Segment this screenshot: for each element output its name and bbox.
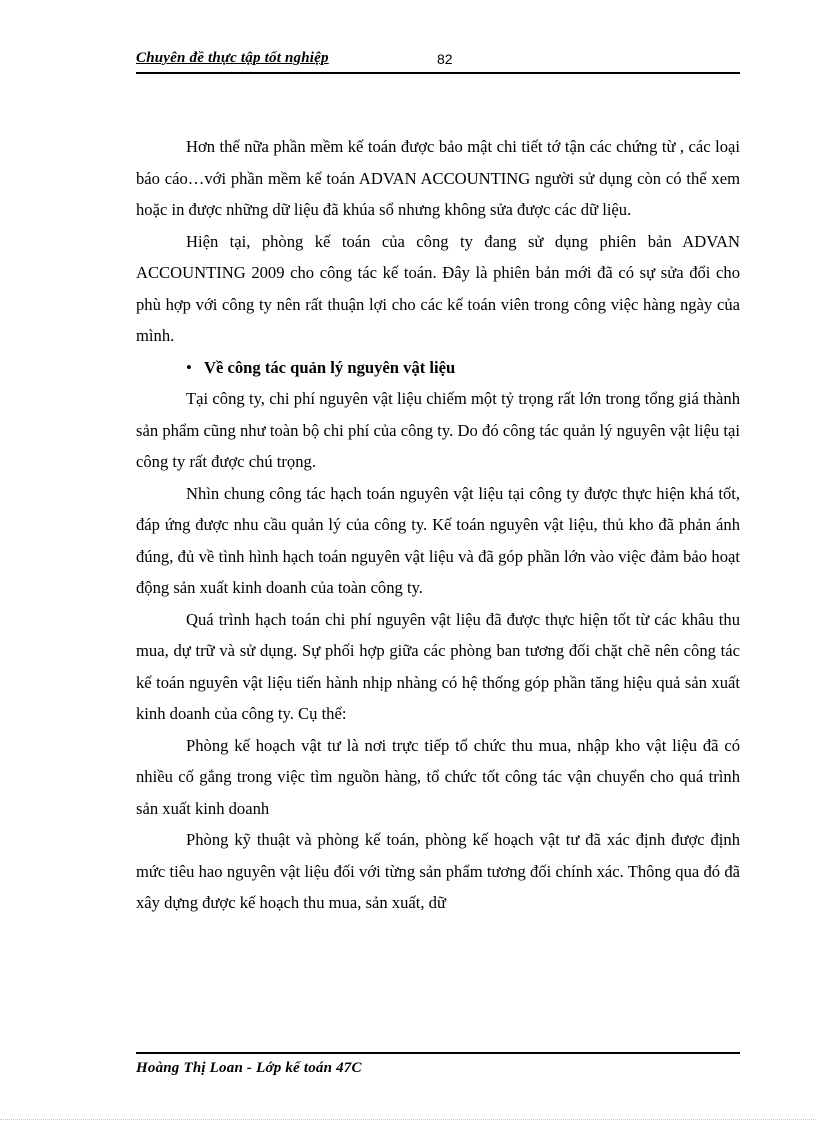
paragraph-5: Quá trình hạch toán chi phí nguyên vật liệu đã được thực hiện tốt từ các khâu thu mua, dự trữ và sử dụng. Sự phối hợp giữa các phòng ban tương đối chặt chẽ nên công tác kế toán nguyên vật liệu tiến hành nhịp nhàng có hệ thống góp phần tăng hiệu quả sản xuất kinh doanh của công ty. Cụ thể: [136, 609, 740, 723]
paragraph-4: Nhìn chung công tác hạch toán nguyên vật liệu tại công ty được thực hiện khá tốt, đáp ứng được nhu cầu quản lý của công ty. Kế toán nguyên vật liệu, thủ kho đã phản ánh đúng, đủ về tình hình hạch toán nguyên vật liệu và đã góp phần lớn vào việc đảm bảo hoạt động sản xuất kinh doanh của toàn công ty. [136, 483, 740, 597]
page-number: 82 [437, 51, 453, 67]
section-heading-text: Về công tác quản lý nguyên vật liệu [204, 357, 456, 377]
paragraph-2: Hiện tại, phòng kế toán của công ty đang sử dụng phiên bản ADVAN ACCOUNTING 2009 cho công tác kế toán. Đây là phiên bản mới đã có sự sửa đổi cho phù hợp với công ty nên rất thuận lợi cho các kế toán viên trong công việc hàng ngày của mình. [136, 231, 740, 345]
header-title: Chuyên đề thực tập tốt nghiệp [136, 50, 329, 66]
paragraph-3: Tại công ty, chi phí nguyên vật liệu chiếm một tỷ trọng rất lớn trong tổng giá thành sản phẩm cũng như toàn bộ chi phí của công ty. Do đó công tác quản lý nguyên vật liệu tại công ty rất được chú trọng. [136, 389, 740, 471]
section-heading [136, 352, 740, 384]
paragraph-6: Phòng kế hoạch vật tư là nơi trực tiếp tổ chức thu mua, nhập kho vật liệu đã có nhiều cố gắng trong việc tìm nguồn hàng, tổ chức tốt công tác vận chuyển cho quá trình sản xuất kinh doanh [136, 735, 740, 818]
paragraph-7: Phòng kỹ thuật và phòng kế toán, phòng kế hoạch vật tư đã xác định được định mức tiêu hao nguyên vật liệu đối với từng sản phẩm tương đối chính xác. Thông qua đó đã xây dựng được kế hoạch thu mua, sản xuất, dữ [136, 830, 740, 912]
bullet-icon: • [186, 357, 192, 377]
paragraph-1: Hơn thế nữa phần mềm kế toán được bảo mật chi tiết tớ tận các chứng từ , các loại báo cáo…với phần mềm kế toán ADVAN ACCOUNTING người sử dụng còn có thể xem hoặc in được những dữ liệu đã khúa sổ nhưng không sửa được các dữ liệu. [136, 137, 740, 219]
page-footer [136, 1052, 740, 1077]
footer-author: Hoàng Thị Loan - Lớp kế toán 47C [136, 1060, 362, 1076]
page-bottom-divider [0, 1119, 816, 1120]
page-header [136, 50, 740, 74]
document-body [136, 131, 740, 919]
